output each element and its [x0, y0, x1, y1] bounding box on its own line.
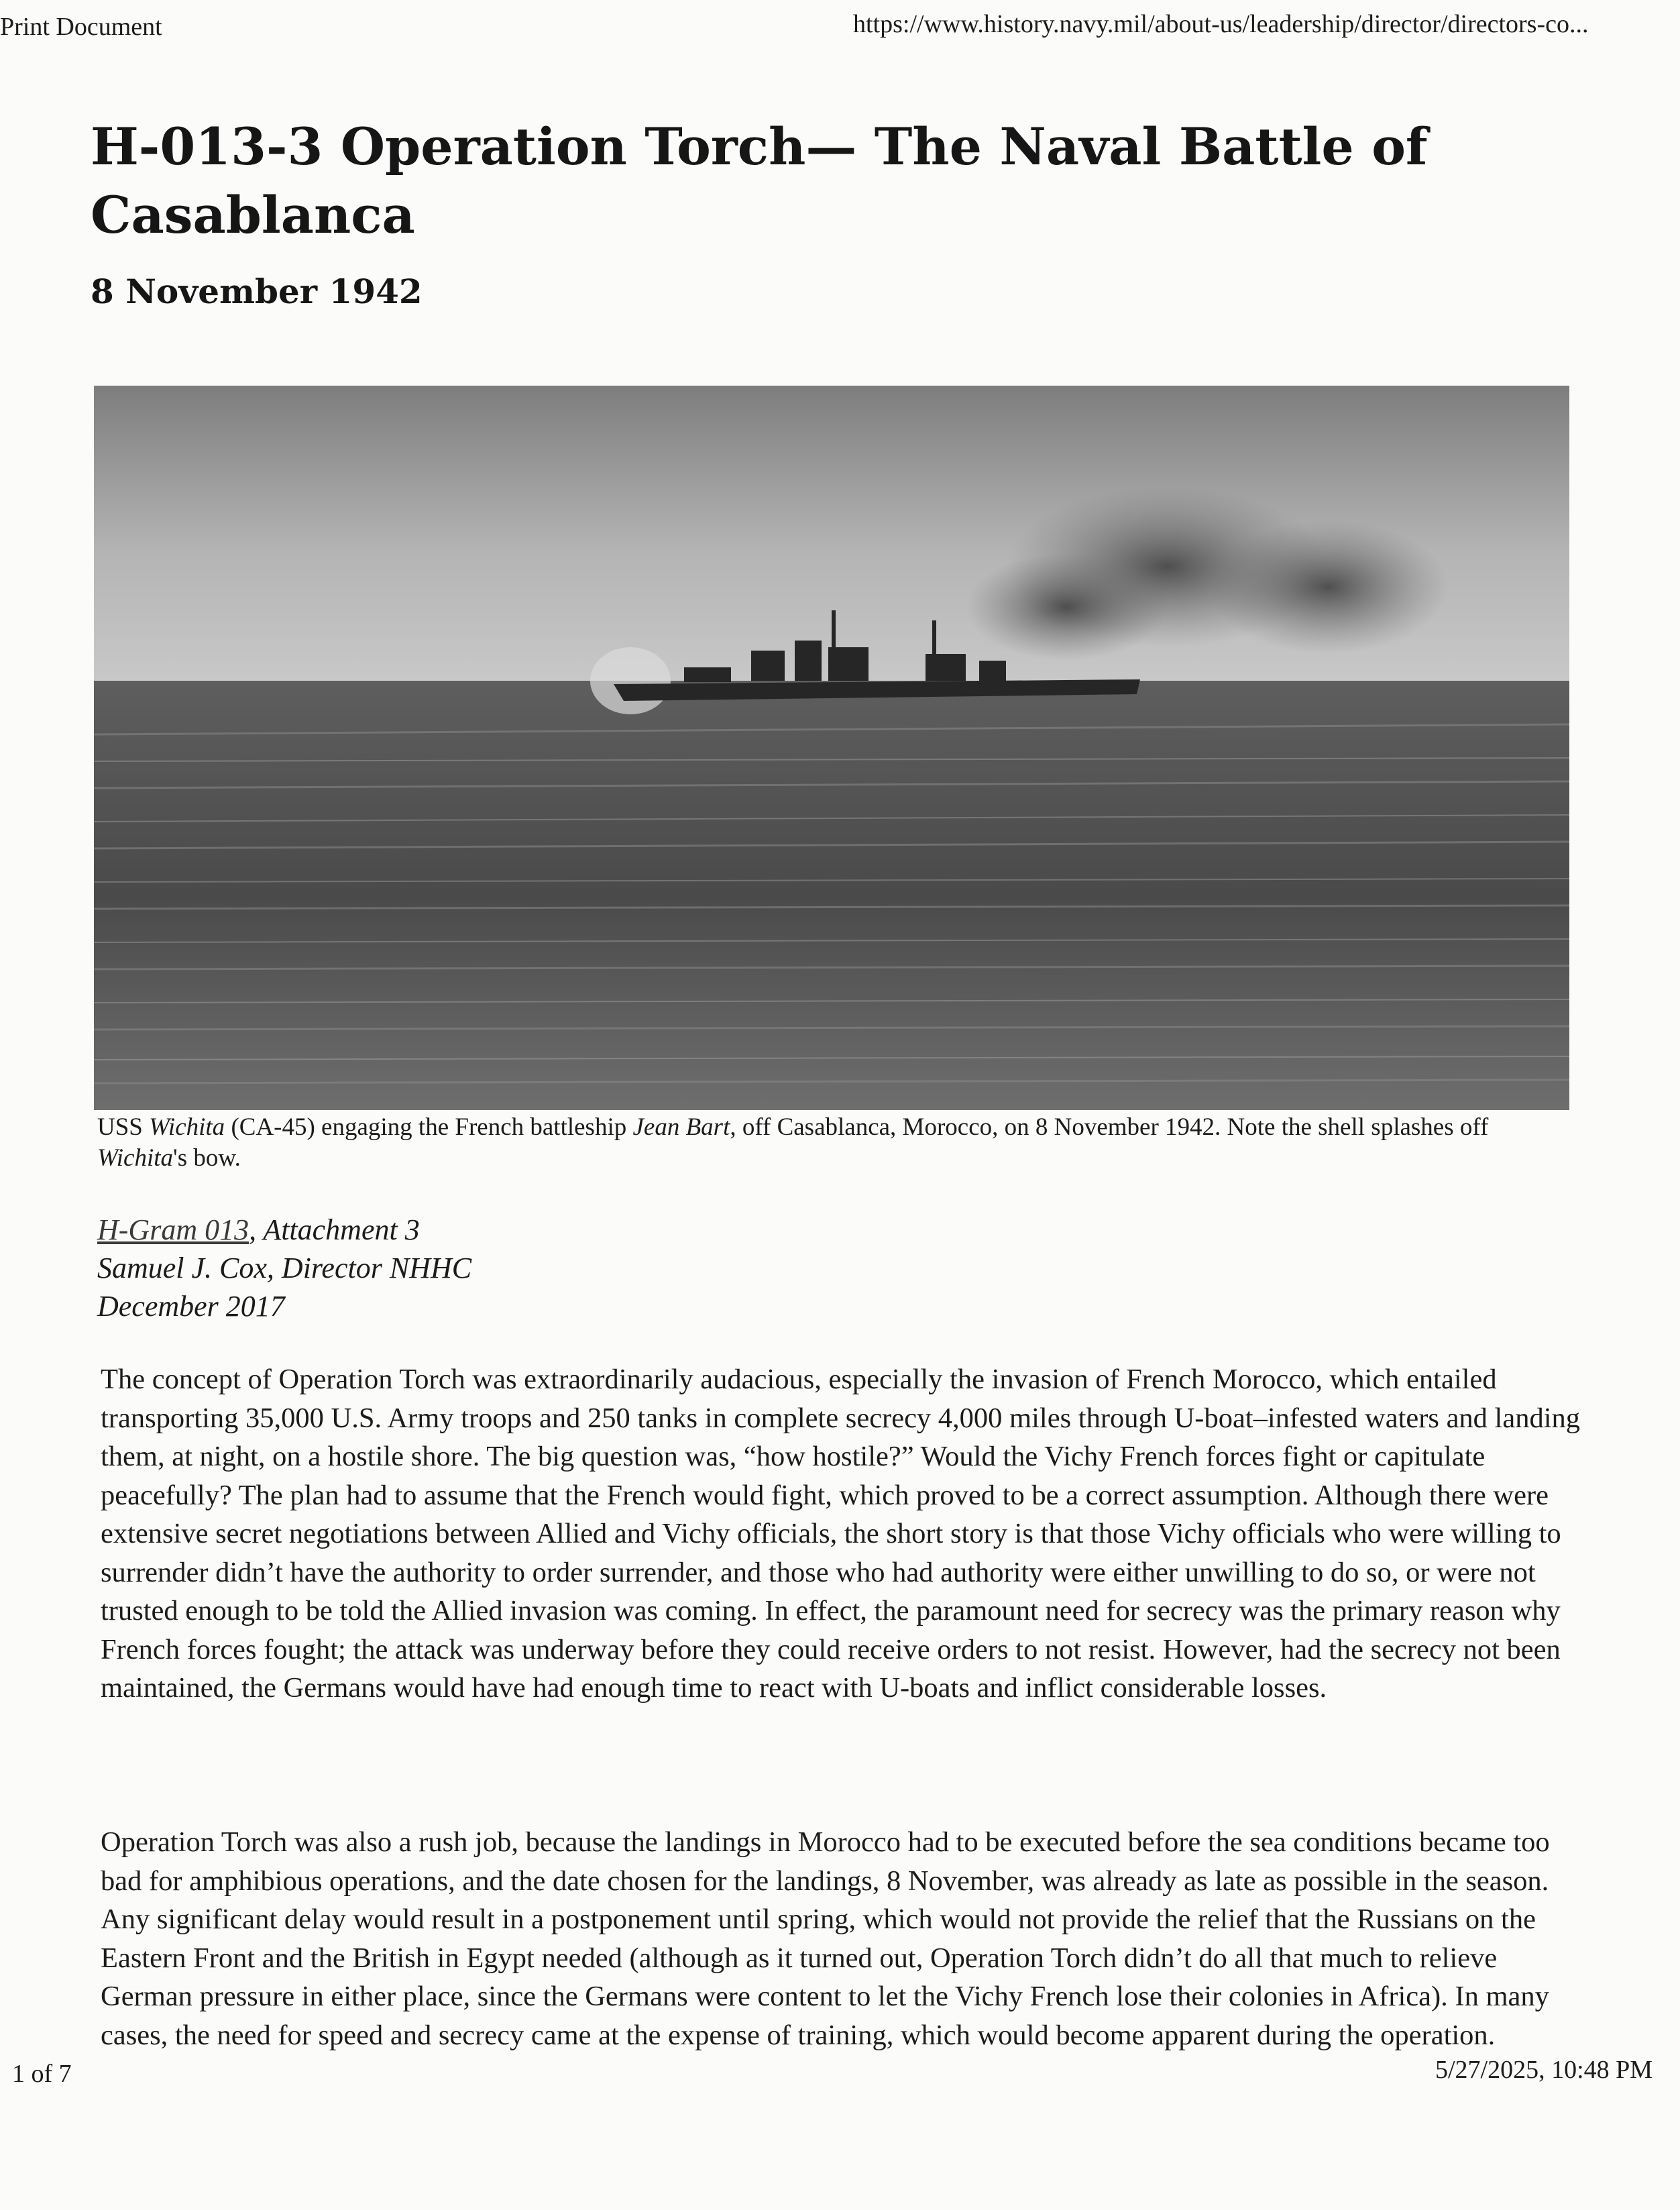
- attribution: [97, 1211, 471, 1325]
- print-header-label: Print Document: [0, 13, 162, 41]
- photo-splash: [590, 647, 671, 714]
- publication-date: December 2017: [97, 1290, 285, 1323]
- h-gram-link[interactable]: H-Gram 013: [97, 1213, 249, 1246]
- photo-smoke: [966, 553, 1167, 661]
- photo-sea: [94, 681, 1569, 1110]
- photo-smoke: [1207, 520, 1449, 654]
- body-paragraph: Operation Torch was also a rush job, because the landings in Morocco had to be executed before the sea conditions became too bad for amphibious operations, and the date chosen for the landings, 8 November, was already as late as possible in the season. Any significant delay would result in a postponement until spring, which would not provide the relief that the Russians on the Eastern Front and the British in Egypt needed (although as it turned out, Operation Torch didn’t do all that much to relieve German pressure in either place, since the Germans were content to let the Vichy French lose their colonies in Africa). In many cases, the need for speed and secrecy came at the expense of training, which would become apparent during the operation.: [101, 1826, 1550, 2051]
- photo-illustration: [94, 386, 1569, 1110]
- print-header-url: https://www.history.navy.mil/about-us/leadership/director/directors-co...: [853, 10, 1589, 38]
- attachment-label: , Attachment 3: [249, 1213, 420, 1246]
- body-paragraph: The concept of Operation Torch was extraordinarily audacious, especially the invasion of French Morocco, which entailed transporting 35,000 U.S. Army troops and 250 tanks in complete secrecy 4,000 miles through U-boat–infested waters and landing them, at night, on a hostile shore. The big question was, “how hostile?” Would the Vichy French forces fight or capitulate peacefully? The plan had to assume that the French would fight, which proved to be a correct assumption. Although there were extensive secret negotiations between Allied and Vichy officials, the short story is that those Vichy officials who were willing to surrender didn’t have the authority to order surrender, and those who had authority were either unwilling to do so, or were not trusted enough to be told the Allied invasion was coming. In effect, the paramount need for secrecy was the primary reason why French forces fought; the attack was underway before they could receive orders to not resist. However, had the secrecy not been maintained, the Germans would have had enough time to react with U-boats and inflict considerable losses.: [101, 1364, 1581, 1704]
- article-subtitle: 8 November 1942: [91, 272, 423, 311]
- article-title: H-013-3 Operation Torch— The Naval Battle of Casablanca: [91, 117, 1428, 245]
- print-timestamp: 5/27/2025, 10:48 PM: [1435, 2056, 1653, 2084]
- author: Samuel J. Cox, Director NHHC: [97, 1252, 472, 1284]
- photo-caption: USS Wichita (CA-45) engaging the French battleship Jean Bart, off Casablanca, Morocco, on 8 November 1942. Note the shell splashes off Wichita's bow.: [97, 1113, 1489, 1172]
- article-photo: [94, 386, 1569, 1110]
- page-number: 1 of 7: [12, 2060, 72, 2088]
